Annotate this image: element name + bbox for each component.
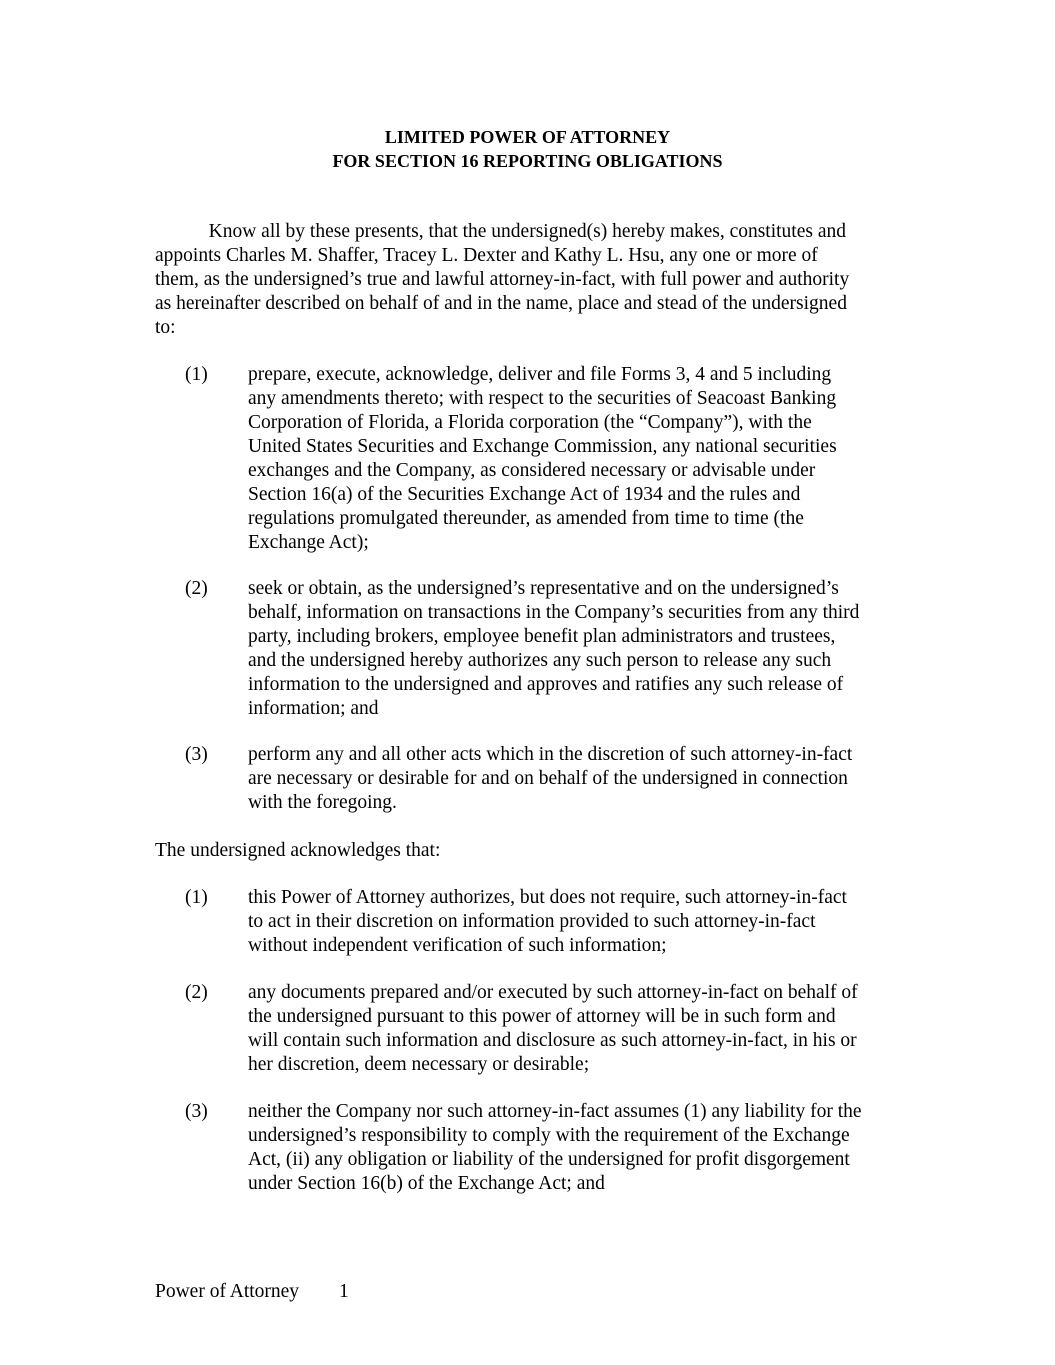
text-line: regulations promulgated thereunder, as amended from time to time (the: [248, 508, 804, 529]
acks-item-number: (1): [185, 887, 208, 908]
text-line: undersigned’s responsibility to comply with the requirement of the Exchange: [248, 1125, 850, 1146]
text-line: perform any and all other acts which in the discretion of such attorney-in-fact: [248, 744, 853, 765]
text-line: seek or obtain, as the undersigned’s representative and on the undersigned’s: [248, 578, 839, 599]
acks-item: [248, 981, 858, 1077]
text-line: Section 16(a) of the Securities Exchange Act of 1934 and the rules and: [248, 484, 801, 505]
text-line: United States Securities and Exchange Commission, any national securities: [248, 436, 837, 457]
powers-item-number: (1): [185, 364, 208, 385]
acks-item-number: (2): [185, 982, 208, 1003]
text-line: under Section 16(b) of the Exchange Act; and: [248, 1173, 605, 1194]
text-line: without independent verification of such information;: [248, 935, 667, 956]
text-line: will contain such information and disclosure as such attorney-in-fact, in his or: [248, 1030, 857, 1051]
text-line: information to the undersigned and approves and ratifies any such release of: [248, 674, 844, 695]
text-line: appoints Charles M. Shaffer, Tracey L. Dexter and Kathy L. Hsu, any one or more of: [155, 245, 818, 266]
text-line: any amendments thereto; with respect to the securities of Seacoast Banking: [248, 388, 837, 409]
acknowledgement-heading: The undersigned acknowledges that:: [155, 840, 441, 861]
document-title: [0, 125, 1055, 173]
title-line: LIMITED POWER OF ATTORNEY: [384, 127, 671, 147]
text-line: this Power of Attorney authorizes, but does not require, such attorney-in-fact: [248, 887, 847, 908]
page-number: 1: [339, 1281, 349, 1302]
text-line: and the undersigned hereby authorizes any such person to release any such: [248, 650, 832, 671]
text-line: Corporation of Florida, a Florida corporation (the “Company”), with the: [248, 412, 812, 433]
text-line: as hereinafter described on behalf of and in the name, place and stead of the undersigned: [155, 293, 847, 314]
acks-item: [248, 1100, 862, 1196]
powers-item: [248, 743, 852, 815]
text-line: prepare, execute, acknowledge, deliver and file Forms 3, 4 and 5 including: [248, 364, 832, 385]
text-line: with the foregoing.: [248, 792, 397, 813]
text-line: any documents prepared and/or executed by such attorney-in-fact on behalf of: [248, 982, 858, 1003]
text-line: her discretion, deem necessary or desirable;: [248, 1054, 590, 1075]
title-line: FOR SECTION 16 REPORTING OBLIGATIONS: [332, 151, 723, 171]
text-line: neither the Company nor such attorney-in-fact assumes (1) any liability for the: [248, 1101, 862, 1122]
text-line: are necessary or desirable for and on behalf of the undersigned in connection: [248, 768, 848, 789]
text-line: behalf, information on transactions in the Company’s securities from any third: [248, 602, 860, 623]
text-line: Know all by these presents, that the undersigned(s) hereby makes, constitutes and: [155, 221, 847, 242]
powers-item: [248, 363, 837, 555]
text-line: exchanges and the Company, as considered necessary or advisable under: [248, 460, 816, 481]
footer-label: Power of Attorney: [155, 1281, 300, 1302]
text-line: information; and: [248, 698, 379, 719]
text-line: Exchange Act);: [248, 532, 369, 553]
powers-item-number: (2): [185, 578, 208, 599]
text-line: Act, (ii) any obligation or liability of the undersigned for profit disgorgement: [248, 1149, 850, 1170]
text-line: to act in their discretion on information provided to such attorney-in-fact: [248, 911, 816, 932]
powers-item: [248, 577, 859, 721]
text-line: the undersigned pursuant to this power of attorney will be in such form and: [248, 1006, 836, 1027]
intro-paragraph: [155, 220, 849, 340]
text-line: party, including brokers, employee benefit plan administrators and trustees,: [248, 626, 836, 647]
text-line: them, as the undersigned’s true and lawful attorney-in-fact, with full power and authority: [155, 269, 850, 290]
powers-item-number: (3): [185, 744, 208, 765]
text-line: to:: [155, 317, 176, 338]
acks-item: [248, 886, 847, 958]
acks-item-number: (3): [185, 1101, 208, 1122]
